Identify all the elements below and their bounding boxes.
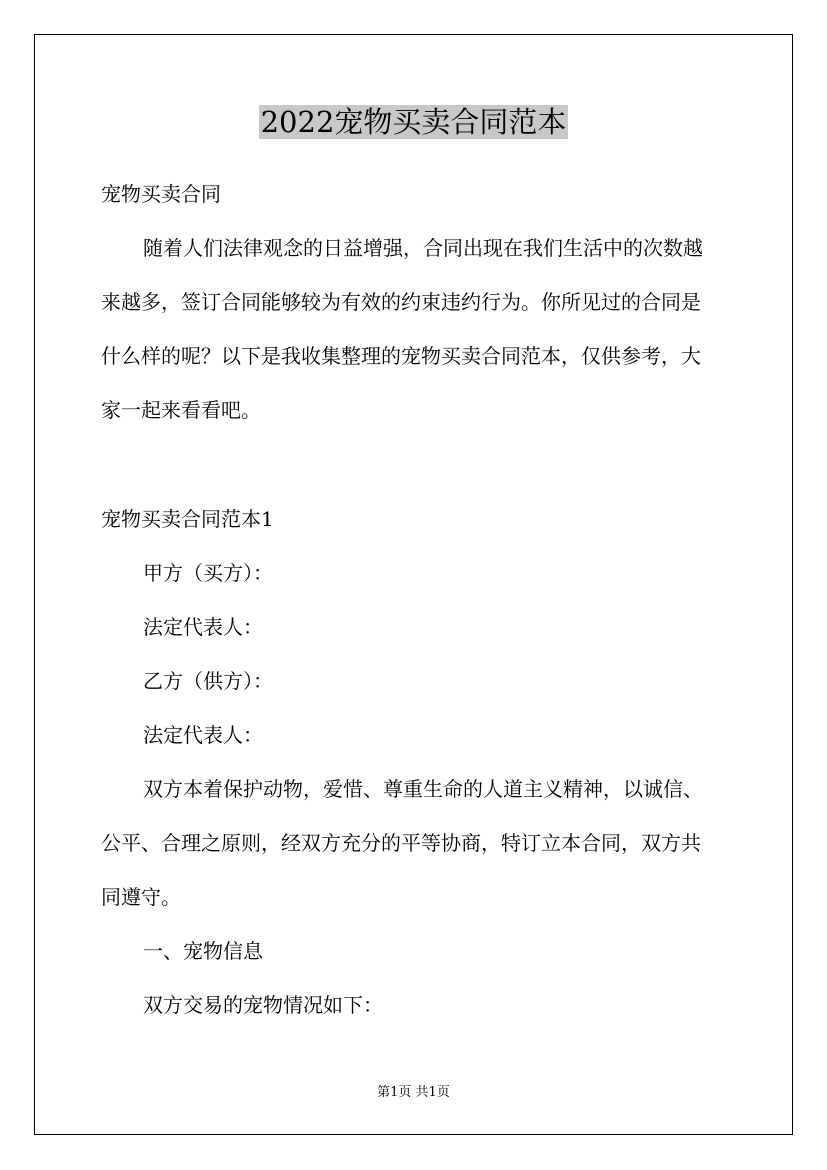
preamble-paragraph-line: 同遵守。 <box>101 885 181 909</box>
intro-paragraph-line: 什么样的呢？以下是我收集整理的宠物买卖合同范本，仅供参考，大 <box>101 344 701 368</box>
clause-text: 双方交易的宠物情况如下： <box>143 993 383 1017</box>
contract-sample-heading: 宠物买卖合同范本1 <box>101 507 274 531</box>
intro-paragraph-line: 来越多，签订合同能够较为有效的约束违约行为。你所见过的合同是 <box>101 290 701 314</box>
page-footer: 第1页 共1页 <box>377 1085 450 1100</box>
document-title-text: 2022宠物买卖合同范本 <box>260 105 567 139</box>
document-title <box>0 100 827 144</box>
intro-paragraph-line: 随着人们法律观念的日益增强，合同出现在我们生活中的次数越 <box>143 236 703 260</box>
party-b-representative-field: 法定代表人： <box>143 723 263 747</box>
clause-heading: 一、宠物信息 <box>143 939 263 963</box>
section-heading: 宠物买卖合同 <box>101 182 221 206</box>
party-a-representative-field: 法定代表人： <box>143 615 263 639</box>
preamble-paragraph-line: 公平、合理之原则，经双方充分的平等协商，特订立本合同，双方共 <box>101 831 701 855</box>
preamble-paragraph-line: 双方本着保护动物，爱惜、尊重生命的人道主义精神，以诚信、 <box>143 777 703 801</box>
party-a-field: 甲方（买方）： <box>143 561 273 585</box>
intro-paragraph-line: 家一起来看看吧。 <box>101 398 261 422</box>
party-b-field: 乙方（供方）： <box>143 669 273 693</box>
